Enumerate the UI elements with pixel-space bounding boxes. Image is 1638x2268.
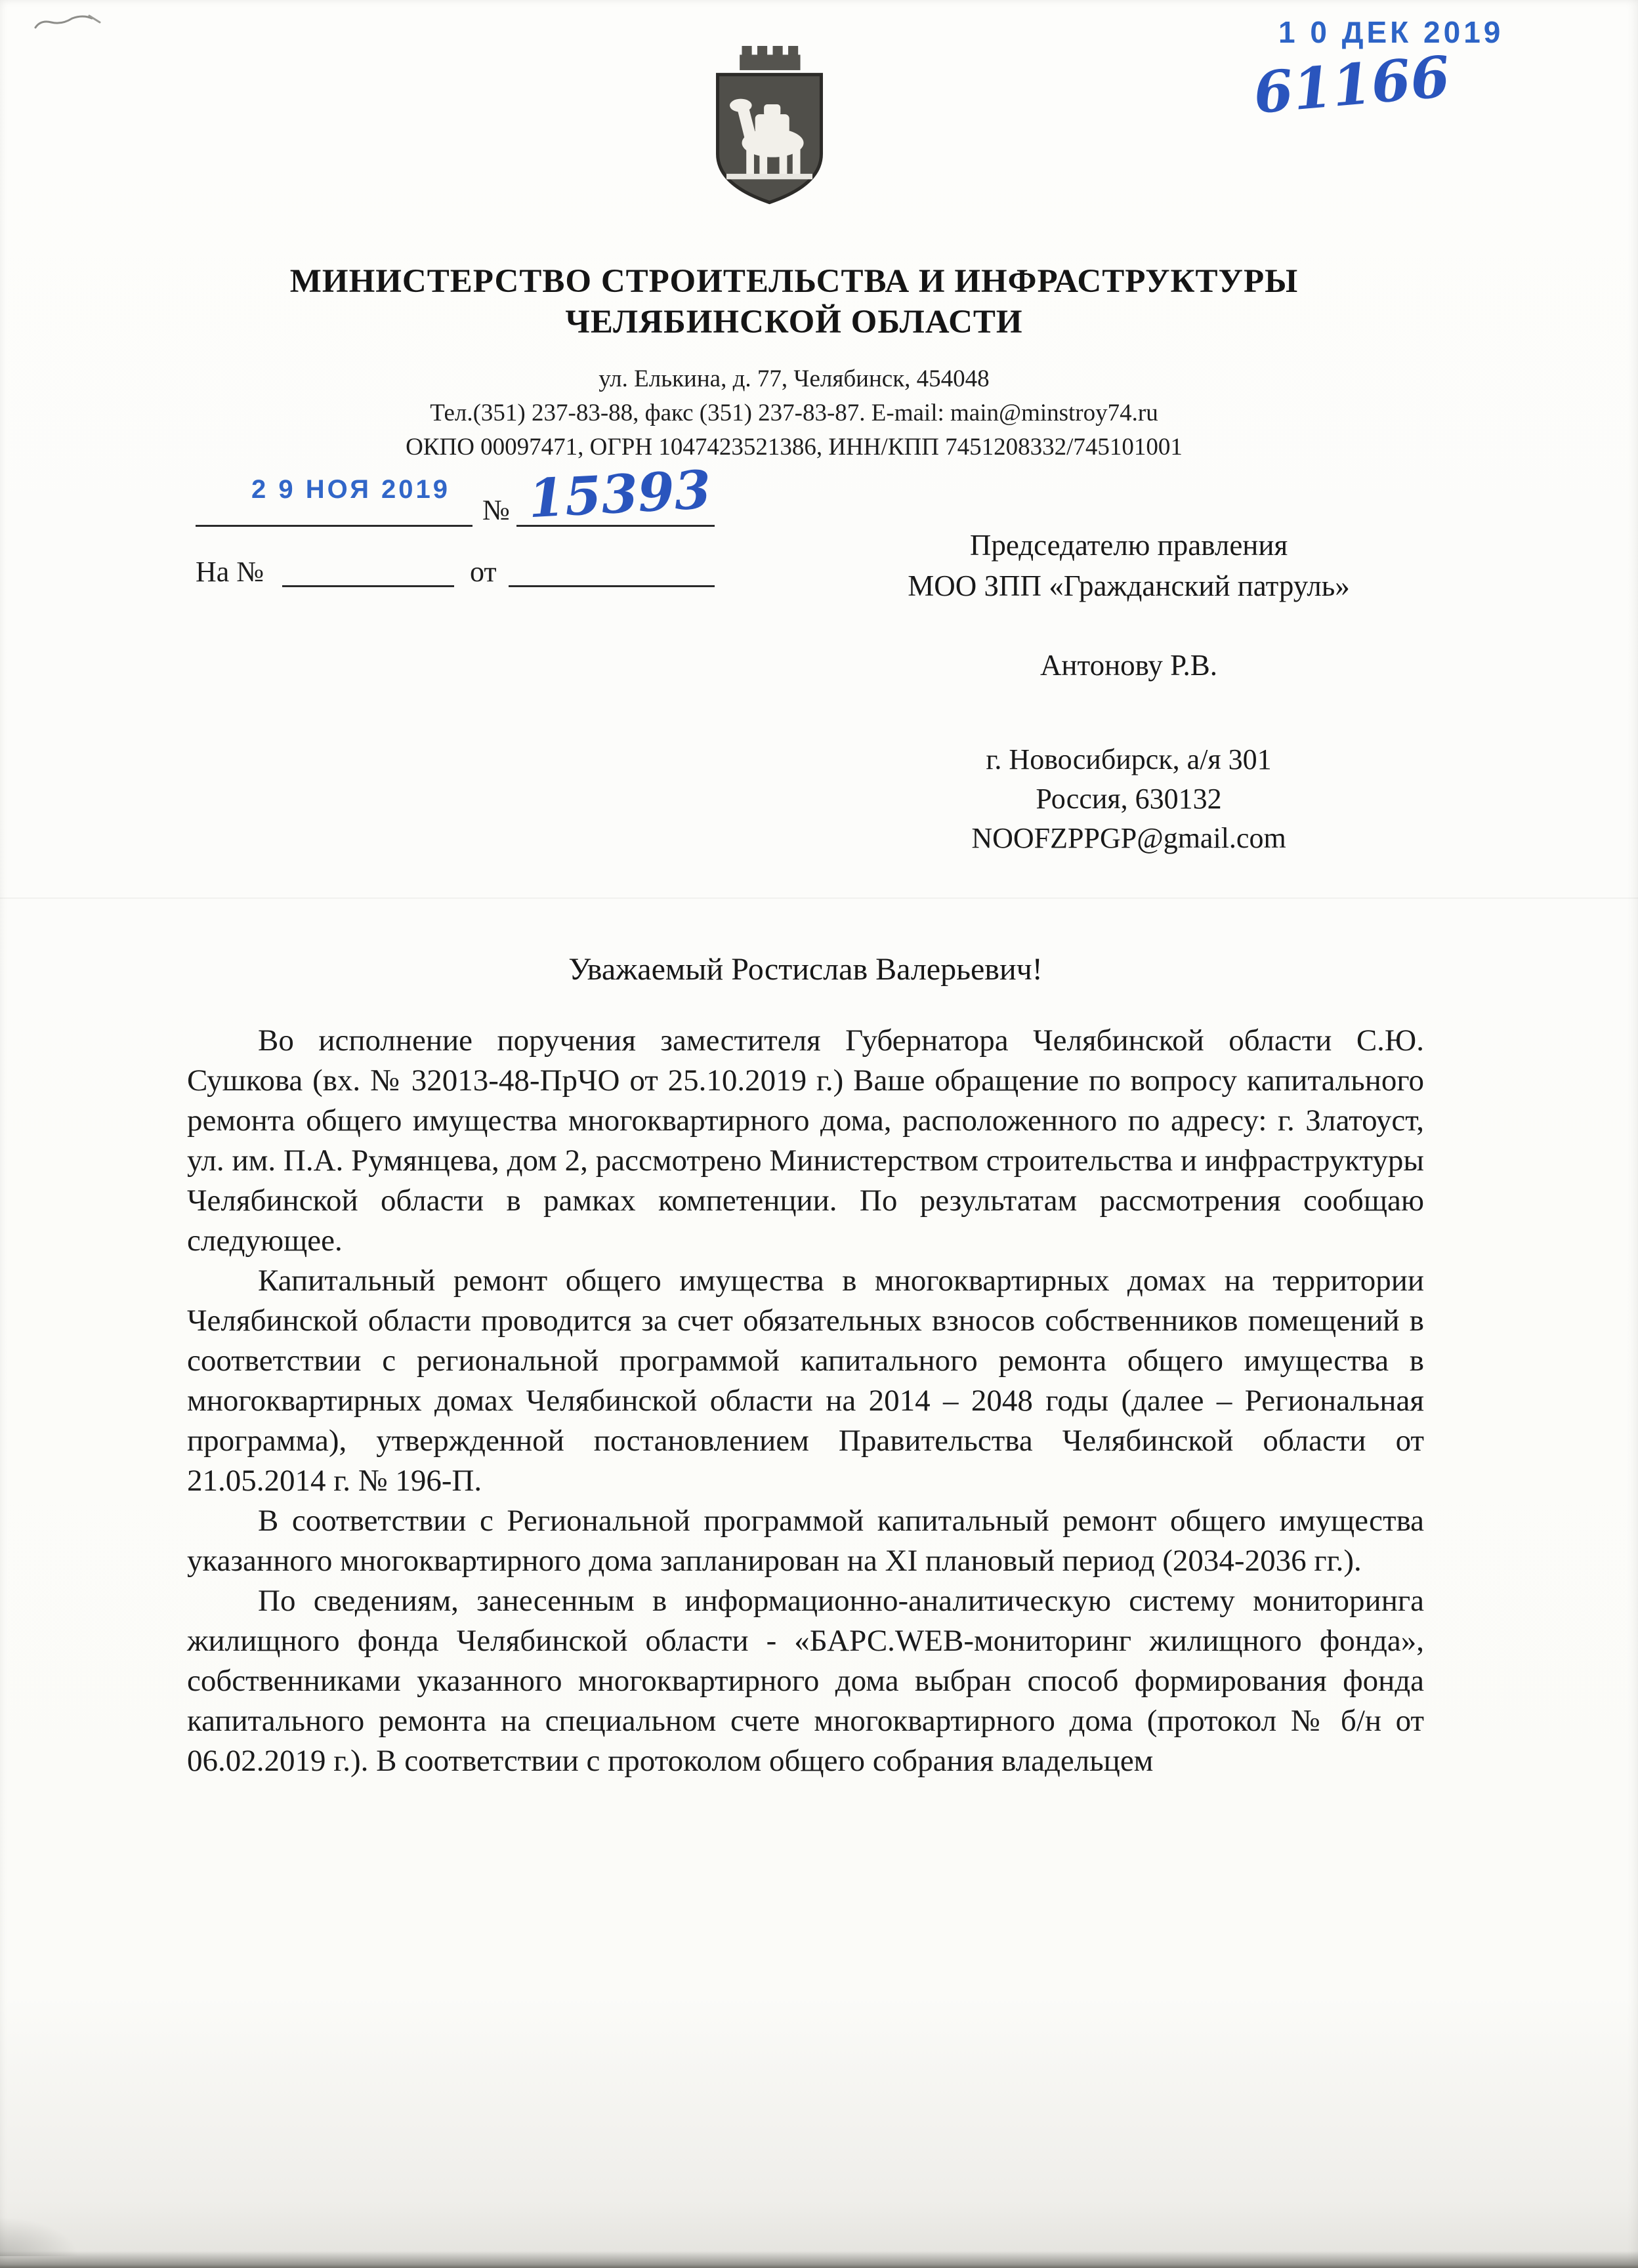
addressee-name: Антонову Р.В. — [1040, 649, 1218, 682]
org-name-line2: ЧЕЛЯБИНСКОЙ ОБЛАСТИ — [565, 304, 1023, 340]
coat-of-arms-emblem — [692, 46, 847, 211]
org-name-line1: МИНИСТЕРСТВО СТРОИТЕЛЬСТВА И ИНФРАСТРУКТУРЫ — [289, 263, 1299, 300]
scan-bottom-edge-shadow — [0, 2251, 1638, 2268]
reply-number-underline — [282, 585, 454, 587]
org-contact-block — [66, 362, 1522, 464]
org-address: ул. Елькина, д. 77, Челябинск, 454048 — [598, 365, 990, 392]
paper-fold-line — [0, 897, 1638, 899]
outgoing-number-handwritten: 15393 — [526, 458, 713, 530]
addressee-city-box: г. Новосибирск, а/я 301 — [986, 743, 1272, 775]
addressee-position: Председателю правления — [969, 529, 1288, 562]
body-paragraph: Во исполнение поручения заместителя Губернатора Челябинской области С.Ю. Сушкова (вх. № 32013-48-ПрЧО от 25.10.2019 г.) Ваше обращение по вопросу капитального ремонта общего имущества многоквартирного дома, расположенного по адресу: г. Златоуст, ул. им. П.А. Румянцева, дом 2, рассмотрено Министерством строительства и инфраструктуры Челябинской области в рамках компетенции. По результатам рассмотрения сообщаю следующее. — [187, 1023, 1424, 1258]
reply-date-underline — [509, 585, 715, 587]
scan-corner-smudge — [0, 2217, 79, 2256]
org-registration-codes: ОКПО 00097471, ОГРН 1047423521386, ИНН/КПП 7451208332/745101001 — [406, 434, 1183, 461]
addressee-email: NOOFZPPGP@gmail.com — [971, 822, 1286, 854]
number-underline — [516, 525, 715, 527]
received-number-handwritten: 61166 — [1251, 43, 1453, 127]
number-sign-label: № — [482, 494, 510, 526]
salutation: Уважаемый Ростислав Валерьевич! — [568, 952, 1043, 987]
addressee-address-block — [860, 740, 1398, 858]
org-phones-email: Тел.(351) 237-83-88, факс (351) 237-83-87. E-mail: main@minstroy74.ru — [430, 400, 1158, 426]
addressee-title-block — [860, 525, 1398, 606]
addressee-country-postcode: Россия, 630132 — [1036, 783, 1222, 815]
reply-date-label: от — [470, 556, 497, 588]
mural-crown-icon — [740, 46, 800, 70]
reply-to-number-label: На № — [196, 556, 264, 588]
shield-ground-line — [726, 174, 812, 179]
letter-body — [187, 1021, 1424, 1781]
body-paragraph: Капитальный ремонт общего имущества в многоквартирных домах на территории Челябинской области проводится за счет обязательных взносов собственников помещений в соответствии с региональной программой капитального ремонта общего имущества в многоквартирных домах Челябинской области на 2014 – 2048 годы (далее – Региональная программа), утвержденной постановлением Правительства Челябинской области от 21.05.2014 г. № 196-П. — [187, 1264, 1424, 1498]
pen-squiggle-mark — [32, 8, 110, 37]
body-paragraph: По сведениям, занесенным в информационно-аналитическую систему мониторинга жилищного фонда Челябинской области - «БАРС.WEB-мониторинг жилищного фонда», собственниками указанного многоквартирного дома выбран способ формирования фонда капитального ремонта на специальном счете многоквартирного дома (протокол № б/н от 06.02.2019 г.). В соответствии с протоколом общего собрания владельцем — [187, 1584, 1424, 1778]
org-name — [66, 261, 1522, 342]
body-paragraph: В соответствии с Региональной программой капитальный ремонт общего имущества указанного многоквартирного дома запланирован на XI плановый период (2034-2036 гг.). — [187, 1504, 1424, 1578]
addressee-organization: МОО ЗПП «Гражданский патруль» — [908, 569, 1350, 602]
outgoing-date-stamp: 2 9 НОЯ 2019 — [251, 475, 451, 504]
date-underline — [196, 525, 472, 527]
received-date-stamp: 1 0 ДЕК 2019 — [1278, 15, 1504, 49]
